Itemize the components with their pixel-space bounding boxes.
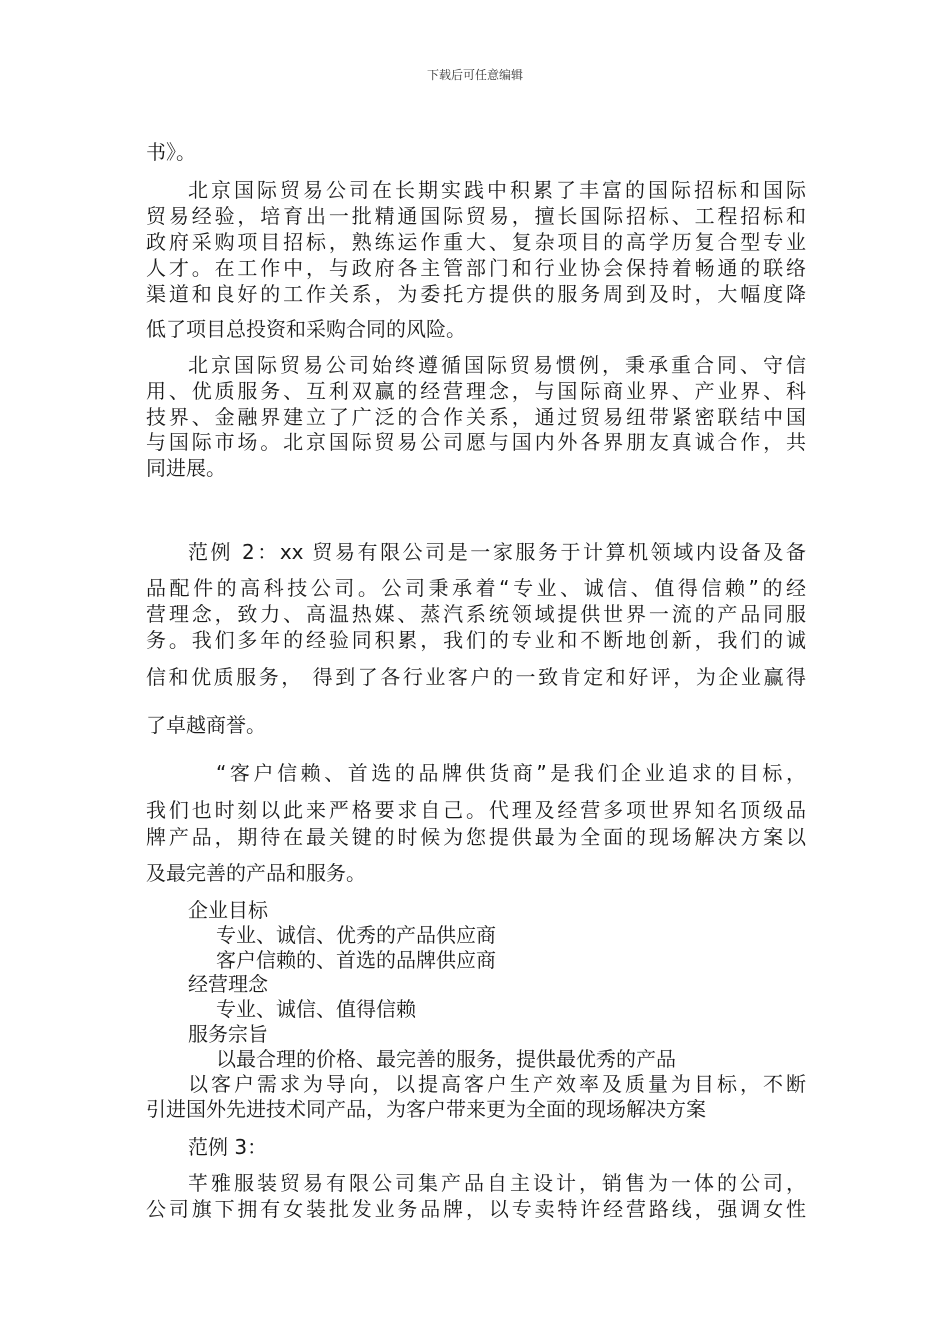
text-line: 营理念，致力、高温热媒、蒸汽系统领域提供世界一流的产品同服 [146,602,806,626]
text-line: 北京国际贸易公司始终遵循国际贸易惯例，秉承重合同、守信 [188,353,806,377]
list-heading: 经营理念 [188,972,268,996]
text-line: 公司旗下拥有女装批发业务品牌，以专卖特许经营路线，强调女性 [146,1197,806,1221]
text-line: 我们也时刻以此来严格要求自己。代理及经营多项世界知名顶级品 [146,798,806,822]
text-line: 范例 2：xx 贸易有限公司是一家服务于计算机领域内设备及备 [188,540,806,564]
text-line: 技界、金融界建立了广泛的合作关系，通过贸易纽带紧密联结中国 [146,405,806,429]
text-line: 及最完善的产品和服务。 [146,861,366,885]
text-line: “客户信赖、首选的品牌供货商”是我们企业追求的目标， [216,761,806,785]
text-line: 牌产品，期待在最关键的时候为您提供最为全面的现场解决方案以 [146,825,806,849]
text-line: 用、优质服务、互利双赢的经营理念，与国际商业界、产业界、科 [146,379,806,403]
list-item: 专业、诚信、值得信赖 [216,997,416,1021]
text-line: 书》。 [146,140,196,164]
text-line: 渠道和良好的工作关系，为委托方提供的服务周到及时，大幅度降 [146,282,806,306]
text-line: 同进展。 [146,456,226,480]
list-heading: 服务宗旨 [188,1022,268,1046]
page-header: 下载后可任意编辑 [426,68,523,82]
section-heading: 范例 3： [188,1135,268,1159]
text-line: 与国际市场。北京国际贸易公司愿与国内外各界朋友真诚合作，共 [146,430,806,454]
list-item: 以最合理的价格、最完善的服务，提供最优秀的产品 [216,1047,676,1071]
text-line: 贸易经验，培育出一批精通国际贸易，擅长国际招标、工程招标和 [146,204,806,228]
list-item: 客户信赖的、首选的品牌供应商 [216,948,496,972]
list-heading: 企业目标 [188,898,268,922]
text-line: 人才。在工作中，与政府各主管部门和行业协会保持着畅通的联络 [146,256,806,280]
text-line: 芊雅服装贸易有限公司集产品自主设计，销售为一体的公司， [188,1171,806,1195]
list-item: 专业、诚信、优秀的产品供应商 [216,923,496,947]
text-line: 了卓越商誉。 [146,713,266,737]
text-line: 低了项目总投资和采购合同的风险。 [146,317,466,341]
text-line: 引进国外先进技术同产品，为客户带来更为全面的现场解决方案 [146,1097,706,1121]
text-line: 品配件的高科技公司。公司秉承着“专业、诚信、值得信赖”的经 [146,576,806,600]
text-line: 以客户需求为导向，以提高客户生产效率及质量为目标，不断 [188,1072,806,1096]
text-line: 信和优质服务， 得到了各行业客户的一致肯定和好评，为企业赢得 [146,665,806,689]
text-line: 务。我们多年的经验同积累，我们的专业和不断地创新，我们的诚 [146,628,806,652]
text-line: 北京国际贸易公司在长期实践中积累了丰富的国际招标和国际 [188,178,806,202]
text-line: 政府采购项目招标，熟练运作重大、复杂项目的高学历复合型专业 [146,230,806,254]
